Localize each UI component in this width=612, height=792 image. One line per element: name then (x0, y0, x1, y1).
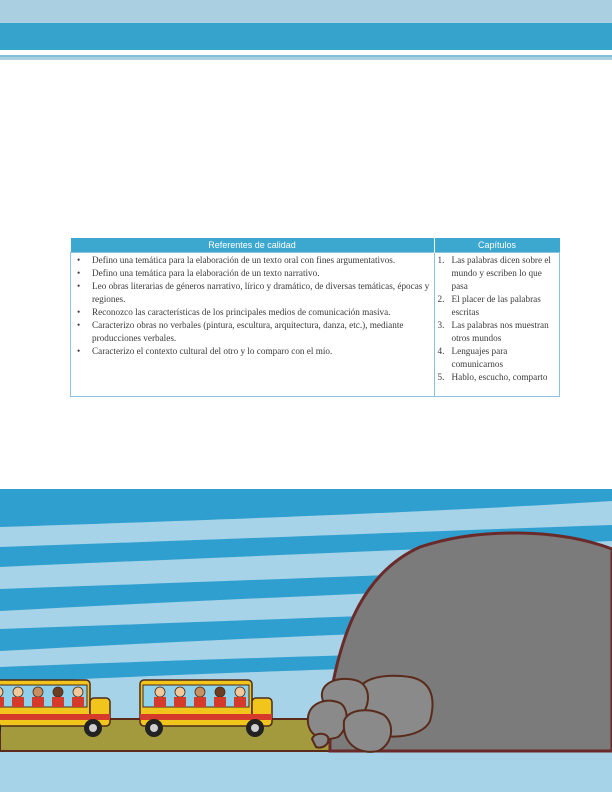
chapter-number: 3. (437, 320, 445, 330)
table-row (71, 253, 560, 397)
chapter-number: 1. (437, 255, 445, 265)
chapter-item (438, 293, 557, 319)
chapter-title: Hablo, escucho, comparto (451, 372, 548, 382)
header-band (0, 23, 612, 50)
chapter-title: Lenguajes para comunicarnos (451, 346, 508, 369)
chapter-item (438, 371, 557, 384)
list-item: • Leo obras literarias de géneros narrativo, lírico y dramático, de diversas temáticas, épocas y regiones. (74, 280, 431, 306)
chapter-number: 4. (437, 346, 445, 356)
header-thin-line (0, 55, 612, 57)
list-item: • Caracterizo obras no verbales (pintura, escultura, arquitectura, danza, etc.), mediante producciones verbales. (74, 319, 431, 345)
chapter-number: 5. (437, 372, 445, 382)
quality-list (74, 254, 431, 358)
chapters-list (438, 254, 557, 384)
chapter-item (438, 319, 557, 345)
list-item: • Defino una temática para la elaboración de un texto oral con fines argumentativos. (74, 254, 431, 267)
chapter-number: 2. (437, 294, 445, 304)
quality-cell (71, 253, 435, 397)
ground-strip (0, 759, 612, 792)
chapter-title: Las palabras dicen sobre el mundo y escriben lo que pasa (451, 255, 551, 291)
curriculum-table (70, 238, 560, 397)
chapters-header: Capítulos (434, 238, 560, 253)
chapter-title: Las palabras nos muestran otros mundos (451, 320, 549, 343)
chapter-title: El placer de las palabras escritas (451, 294, 541, 317)
bus-tunnel-illustration (0, 489, 612, 792)
list-item: • Caracterizo el contexto cultural del otro y lo comparo con el mío. (74, 345, 431, 358)
quality-header: Referentes de calidad (71, 238, 435, 253)
chapters-cell (434, 253, 560, 397)
chapter-item (438, 254, 557, 293)
table-header-row (71, 238, 560, 253)
chapter-item (438, 345, 557, 371)
list-item: • Defino una temática para la elaboración de un texto narrativo. (74, 267, 431, 280)
list-item: • Reconozco las características de los principales medios de comunicación masiva. (74, 306, 431, 319)
